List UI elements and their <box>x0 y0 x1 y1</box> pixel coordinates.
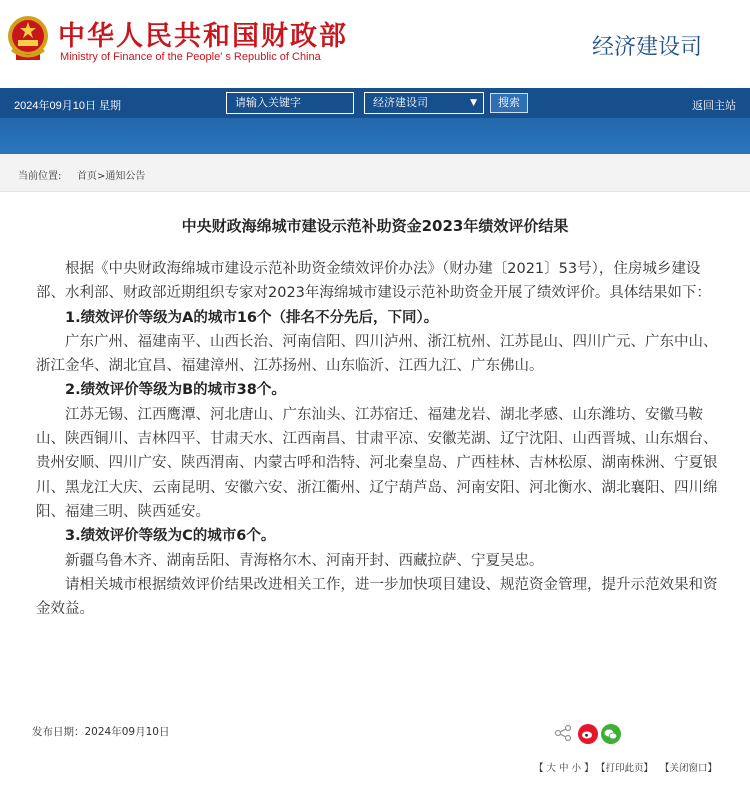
department-select[interactable] <box>364 92 484 114</box>
grade-c-heading: 3.绩效评价等级为C的城市6个。 <box>65 528 276 545</box>
breadcrumb-label: 当前位置: <box>18 171 62 182</box>
site-title[interactable]: 中华人民共和国财政部 <box>58 21 348 52</box>
national-emblem-icon <box>6 14 50 62</box>
breadcrumb-path[interactable]: 首页>通知公告 <box>77 171 146 182</box>
site-title-english: Ministry of Finance of the People' s Republic of China <box>60 51 321 63</box>
article-body <box>36 257 720 621</box>
search-bar <box>0 88 750 118</box>
home-link[interactable]: 返回主站 <box>692 99 736 112</box>
search-input[interactable]: 请输入关键字 <box>226 92 354 114</box>
department-title: 经济建设司 <box>591 35 702 60</box>
weibo-icon[interactable] <box>578 724 598 744</box>
chevron-down-icon: ▼ <box>470 98 477 108</box>
grade-b-heading: 2.绩效评价等级为B的城市38个。 <box>65 382 286 399</box>
article-paragraph-closing: 请相关城市根据绩效评价结果改进相关工作，进一步加快项目建设、规范资金管理，提升示范效果和资金效益。 <box>36 576 718 618</box>
font-size-control[interactable]: 【 大 中 小 】 <box>534 763 594 774</box>
grade-a-cities: 广东广州、福建南平、山西长治、河南信阳、四川泸州、浙江杭州、江苏昆山、四川广元、广东中山、浙江金华、湖北宜昌、福建漳州、江苏扬州、山东临沂、江西九江、广东佛山。 <box>36 333 718 375</box>
share-icon[interactable] <box>554 724 572 742</box>
close-window-link[interactable]: 【关闭窗口】 <box>660 763 718 774</box>
search-button[interactable]: 搜索 <box>490 93 528 113</box>
publish-date: 发布日期：2024年09月10日 <box>32 726 170 738</box>
breadcrumb <box>0 154 750 192</box>
grade-a-heading: 1.绩效评价等级为A的城市16个（排名不分先后，下同）。 <box>65 309 439 326</box>
article-title: 中央财政海绵城市建设示范补助资金2023年绩效评价结果 <box>181 217 569 235</box>
nav-band <box>0 88 750 154</box>
grade-c-cities: 新疆乌鲁木齐、湖南岳阳、青海格尔木、河南开封、西藏拉萨、宁夏吴忠。 <box>65 552 544 569</box>
wechat-icon[interactable] <box>601 724 621 744</box>
grade-b-cities: 江苏无锡、江西鹰潭、河北唐山、广东汕头、江苏宿迁、福建龙岩、湖北孝感、山东潍坊、安徽马鞍山、陕西铜川、吉林四平、甘肃天水、江西南昌、甘肃平凉、安徽芜湖、辽宁沈阳、山西晋城、山东烟台、贵州安顺、四川广安、陕西渭南、内蒙古呼和浩特、河北秦皇岛、广西桂林、吉林松原、湖南株洲、宁夏银川、黑龙江大庆、云南昆明、安徽六安、浙江衢州、辽宁葫芦岛、河南安阳、河北衡水、湖北襄阳、四川绵阳、福建三明、陕西延安。 <box>36 406 718 520</box>
print-page-link[interactable]: 【打印此页】 <box>596 763 654 774</box>
current-date: 2024年09月10日 星期 <box>14 100 121 112</box>
article-paragraph: 根据《中央财政海绵城市建设示范补助资金绩效评价办法》（财办建〔2021〕53号），住房城乡建设部、水利部、财政部近期组织专家对2023年海绵城市建设示范补助资金开展了绩效评价。具体结果如下： <box>36 261 711 302</box>
site-header <box>0 0 750 88</box>
department-select-value: 经济建设司 <box>373 96 428 109</box>
